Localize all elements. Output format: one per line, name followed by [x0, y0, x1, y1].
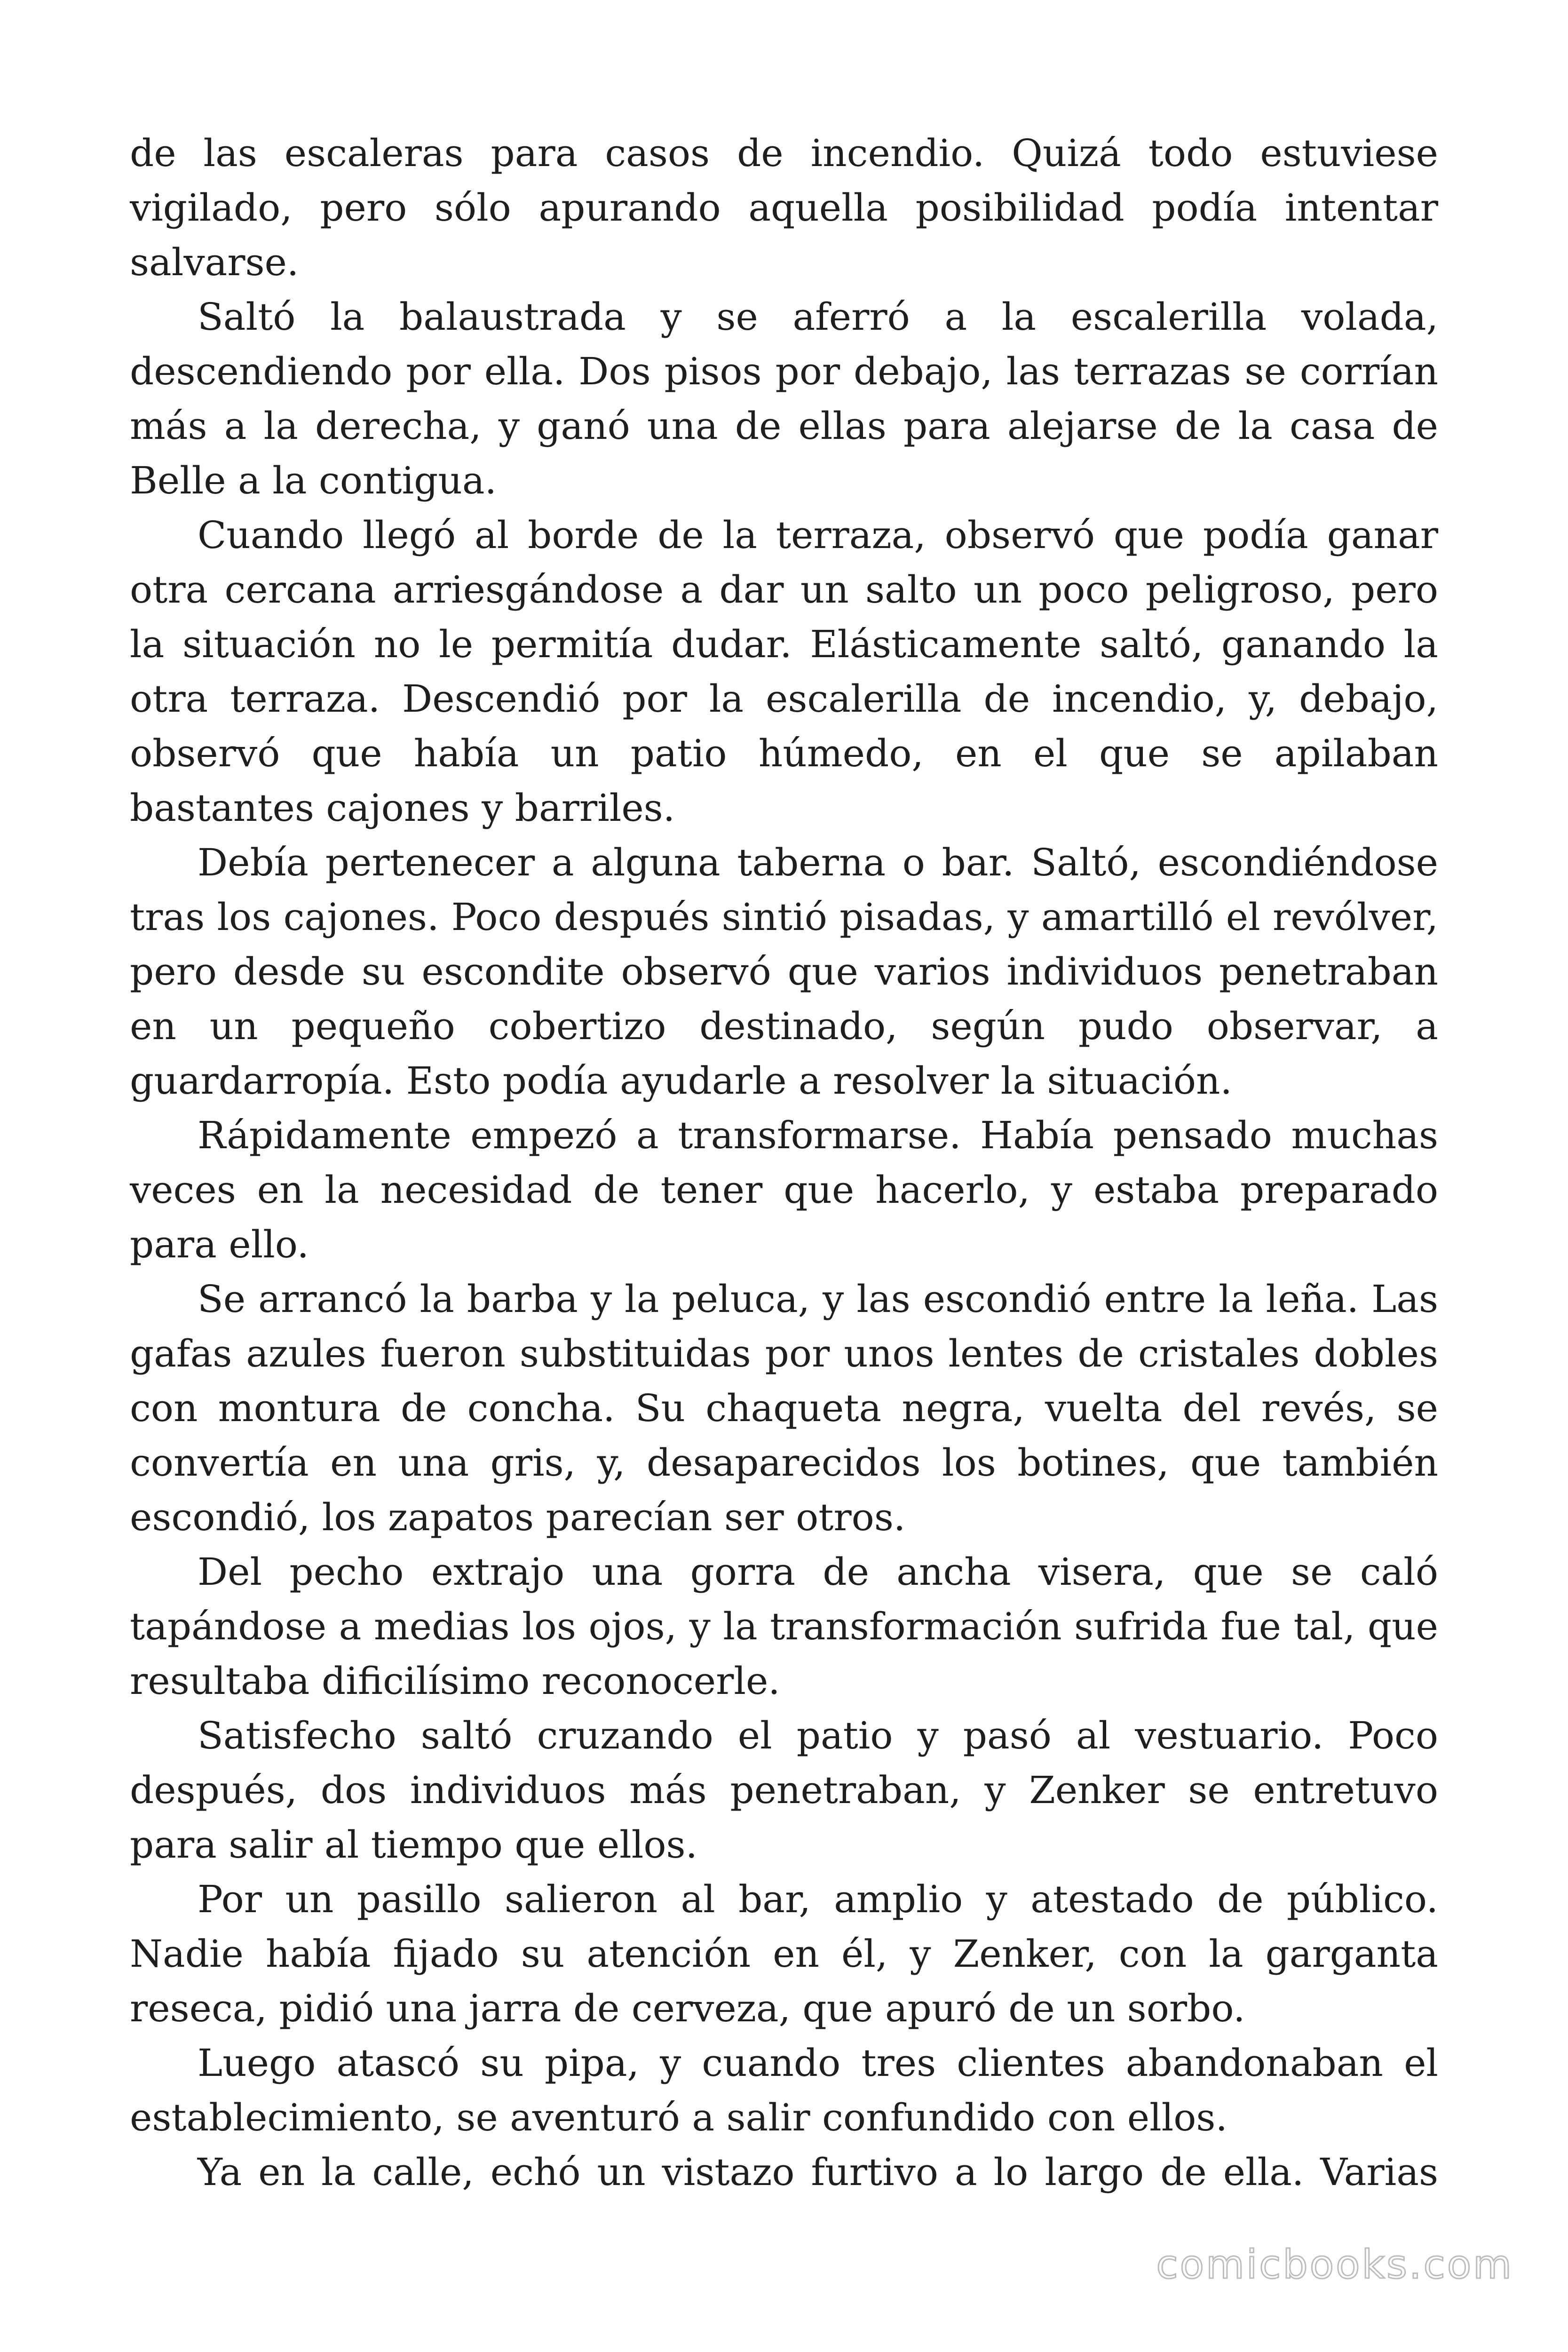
paragraph-2: Saltó la balaustrada y se aferró a la escalerilla volada, descendiendo por ella. Dos pisos por debajo, las terrazas se corrían más a la derecha, y ganó una de ellas para alejarse de la casa de Belle a la contigua.: [130, 295, 1438, 502]
watermark: comicbooks.com: [1156, 2241, 1513, 2288]
paragraph-5: Rápidamente empezó a transformarse. Había pensado muchas veces en la necesidad de tener que hacerlo, y estaba preparado para ello.: [130, 1113, 1438, 1266]
paragraph-10: Luego atascó su pipa, y cuando tres clientes abandonaban el establecimiento, se aventuró a salir confundido con ellos.: [130, 2041, 1438, 2139]
paragraph-6: Se arrancó la barba y la peluca, y las escondió entre la leña. Las gafas azules fueron substituidas por unos lentes de cristales dobles con montura de concha. Su chaqueta negra, vuelta del revés, se convertía en una gris, y, desaparecidos los botines, que también escondió, los zapatos parecían ser otros.: [130, 1277, 1438, 1539]
paragraph-9: Por un pasillo salieron al bar, amplio y atestado de público. Nadie había fijado su atención en él, y Zenker, con la garganta reseca, pidió una jarra de cerveza, que apuró de un sorbo.: [130, 1877, 1438, 2030]
paragraph-3: Cuando llegó al borde de la terraza, observó que podía ganar otra cercana arriesgándose a dar un salto un poco peligroso, pero la situación no le permitía dudar. Elásticamente saltó, ganando la otra terraza. Descendió por la escalerilla de incendio, y, debajo, observó que había un patio húmedo, en el que se apilaban bastantes cajones y barriles.: [130, 513, 1438, 830]
paragraph-7: Del pecho extrajo una gorra de ancha visera, que se caló tapándose a medias los ojos, y la transformación sufrida fue tal, que resultaba dificilísimo reconocerle.: [130, 1550, 1438, 1703]
page-body: [130, 126, 1438, 2200]
paragraph-8: Satisfecho saltó cruzando el patio y pasó al vestuario. Poco después, dos individuos más penetraban, y Zenker se entretuvo para salir al tiempo que ellos.: [130, 1714, 1438, 1867]
paragraph-4: Debía pertenecer a alguna taberna o bar. Saltó, escondiéndose tras los cajones. Poco después sintió pisadas, y amartilló el revólver, pero desde su escondite observó que varios individuos penetraban en un pequeño cobertizo destinado, según pudo observar, a guardarropía. Esto podía ayudarle a resolver la situación.: [130, 841, 1438, 1103]
paragraph-11: Ya en la calle, echó un vistazo furtivo a lo largo de ella. Varias: [198, 2150, 1438, 2194]
paragraph-1: de las escaleras para casos de incendio. Quizá todo estuviese vigilado, pero sólo apurando aquella posibilidad podía intentar salvarse.: [130, 131, 1438, 284]
